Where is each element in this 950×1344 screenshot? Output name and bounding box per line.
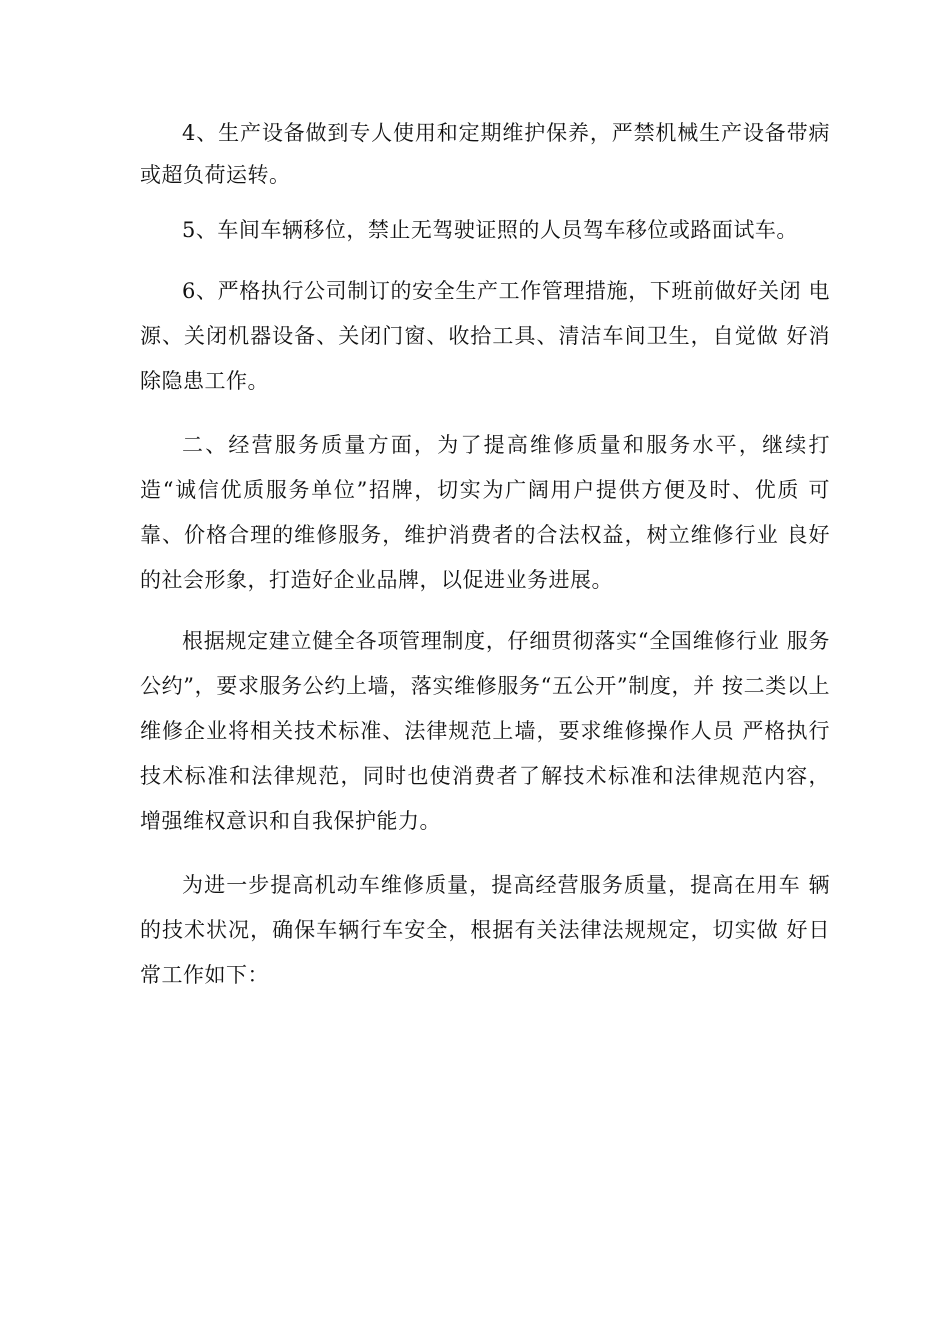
document-body bbox=[140, 112, 830, 998]
paragraph-equipment-maintenance: 4、生产设备做到专人使用和定期维护保养，严禁机械生产设备带病或超负荷运转。 bbox=[140, 121, 830, 187]
paragraph-spacer bbox=[140, 404, 830, 423]
paragraph-spacer bbox=[140, 196, 830, 208]
paragraph-service-quality: 二、经营服务质量方面，为了提高维修质量和服务水平，继续打造“诚信优质服务单位”招牌，切实为广阔用户提供方便及时、优质 可靠、价格合理的维修服务，维护消费者的合法权益，树立维修行业 良好的社会形象，打造好企业品牌，以促进业务进展。 bbox=[140, 433, 830, 592]
paragraph-spacer bbox=[140, 603, 830, 619]
paragraph-management-system: 根据规定建立健全各项管理制度，仔细贯彻落实“全国维修行业 服务公约”，要求服务公约上墙，落实维修服务“五公开”制度，并 按二类以上维修企业将相关技术标准、法律规范上墙，要求维修操作人员 严格执行技术标准和法律规范，同时也使消费者了解技术标准和法律规范内容， 增强维权意识和自我保护能力。 bbox=[140, 629, 830, 833]
paragraph-spacer bbox=[140, 844, 830, 863]
paragraph-daily-work: 为进一步提高机动车维修质量，提高经营服务质量，提高在用车 辆的技术状况，确保车辆行车安全，根据有关法律法规规定，切实做 好日常工作如下： bbox=[140, 873, 830, 987]
paragraph-vehicle-moving: 5、车间车辆移位，禁止无驾驶证照的人员驾车移位或路面试车。 bbox=[182, 218, 798, 242]
paragraph-safety-measures: 6、严格执行公司制订的安全生产工作管理措施，下班前做好关闭 电源、关闭机器设备、关闭门窗、收拾工具、清洁车间卫生，自觉做 好消除隐患工作。 bbox=[140, 279, 830, 393]
paragraph-spacer bbox=[140, 253, 830, 269]
